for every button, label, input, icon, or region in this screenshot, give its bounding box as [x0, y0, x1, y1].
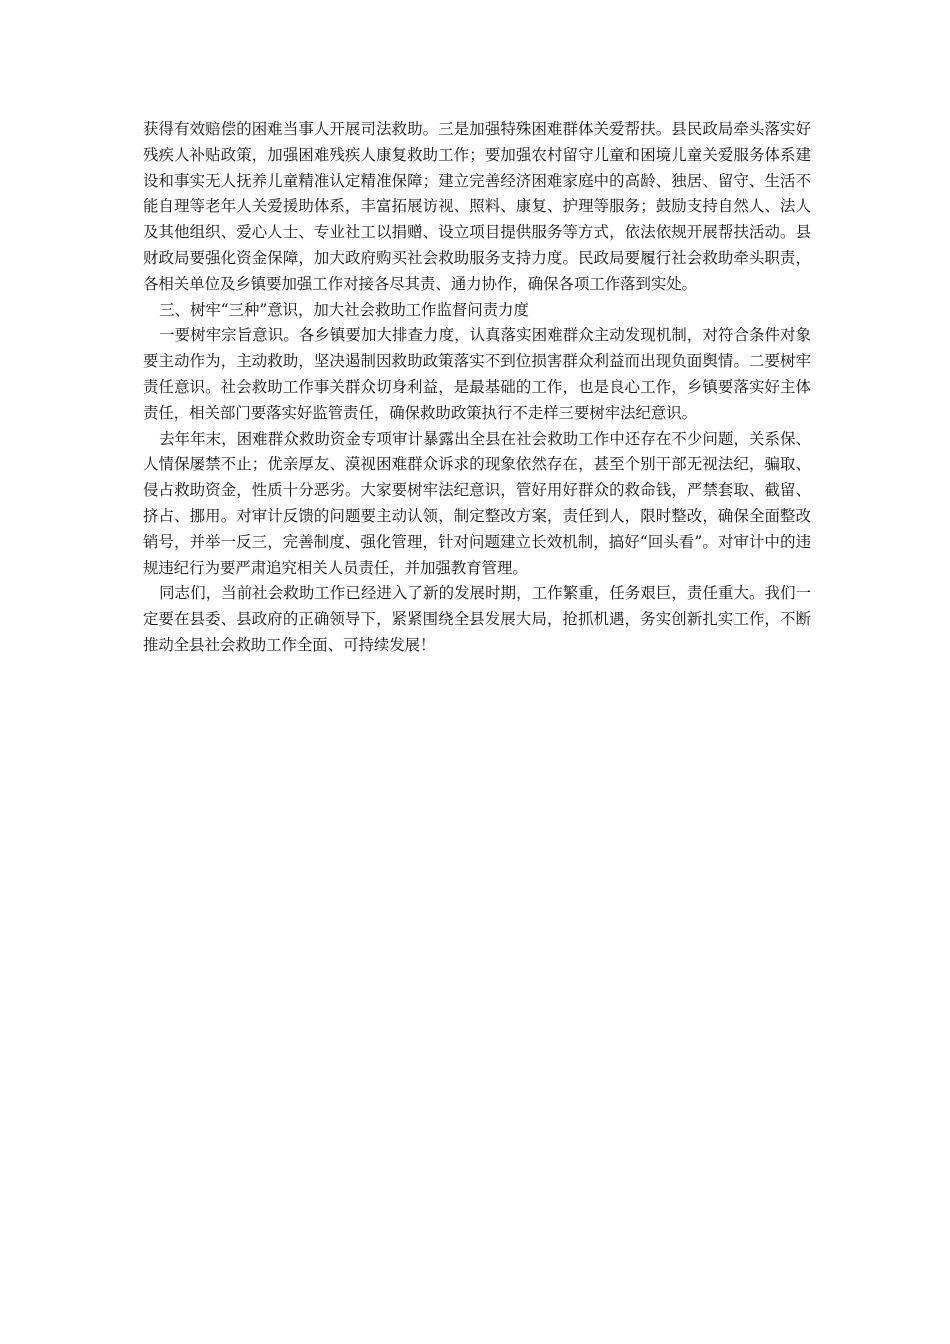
paragraph-closing: 同志们，当前社会救助工作已经进入了新的发展时期，工作繁重，任务艰巨，责任重大。我们一定要在县委、县政府的正确领导下，紧紧围绕全县发展大局，抢抓机遇，务实创新扎实工作，不断推动全县社会救助工作全面、可持续发展！ — [143, 584, 811, 654]
document-body — [143, 117, 811, 659]
paragraph-continuation: 获得有效赔偿的困难当事人开展司法救助。三是加强特殊困难群体关爱帮扶。县民政局牵头落实好残疾人补贴政策，加强困难残疾人康复救助工作；要加强农村留守儿童和困境儿童关爱服务体系建设和事实无人抚养儿童精准认定精准保障；建立完善经济困难家庭中的高龄、独居、留守、生活不能自理等老年人关爱援助体系，丰富拓展访视、照料、康复、护理等服务；鼓励支持自然人、法人及其他组织、爱心人士、专业社工以捐赠、设立项目提供服务等方式，依法依规开展帮扶活动。县财政局要强化资金保障，加大政府购买社会救助服务支持力度。民政局要履行社会救助牵头职责，各相关单位及乡镇要加强工作对接各尽其责、通力协作，确保各项工作落到实处。 — [143, 120, 811, 293]
paragraph-awareness: 一要树牢宗旨意识。各乡镇要加大排查力度，认真落实困难群众主动发现机制，对符合条件对象要主动作为，主动救助，坚决遏制因救助政策落实不到位损害群众利益而出现负面舆情。二要树牢责任意识。社会救助工作事关群众切身利益，是最基础的工作，也是良心工作，乡镇要落实好主体责任，相关部门要落实好监管责任，确保救助政策执行不走样三要树牢法纪意识。 — [143, 326, 811, 422]
paragraph-audit: 去年年末，困难群众救助资金专项审计暴露出全县在社会救助工作中还存在不少问题，关系保、人情保屡禁不止；优亲厚友、漠视困难群众诉求的现象依然存在，甚至个别干部无视法纪，骗取、侵占救助资金，性质十分恶劣。大家要树牢法纪意识，管好用好群众的救命钱，严禁套取、截留、挤占、挪用。对审计反馈的问题要主动认领，制定整改方案，责任到人，限时整改，确保全面整改销号，并举一反三，完善制度、强化管理，针对问题建立长效机制，搞好“回头看”。对审计中的违规违纪行为要严肃追究相关人员责任，并加强教育管理。 — [143, 429, 811, 577]
section-heading: 三、树牢“三种”意识，加大社会救助工作监督问责力度 — [159, 300, 529, 319]
